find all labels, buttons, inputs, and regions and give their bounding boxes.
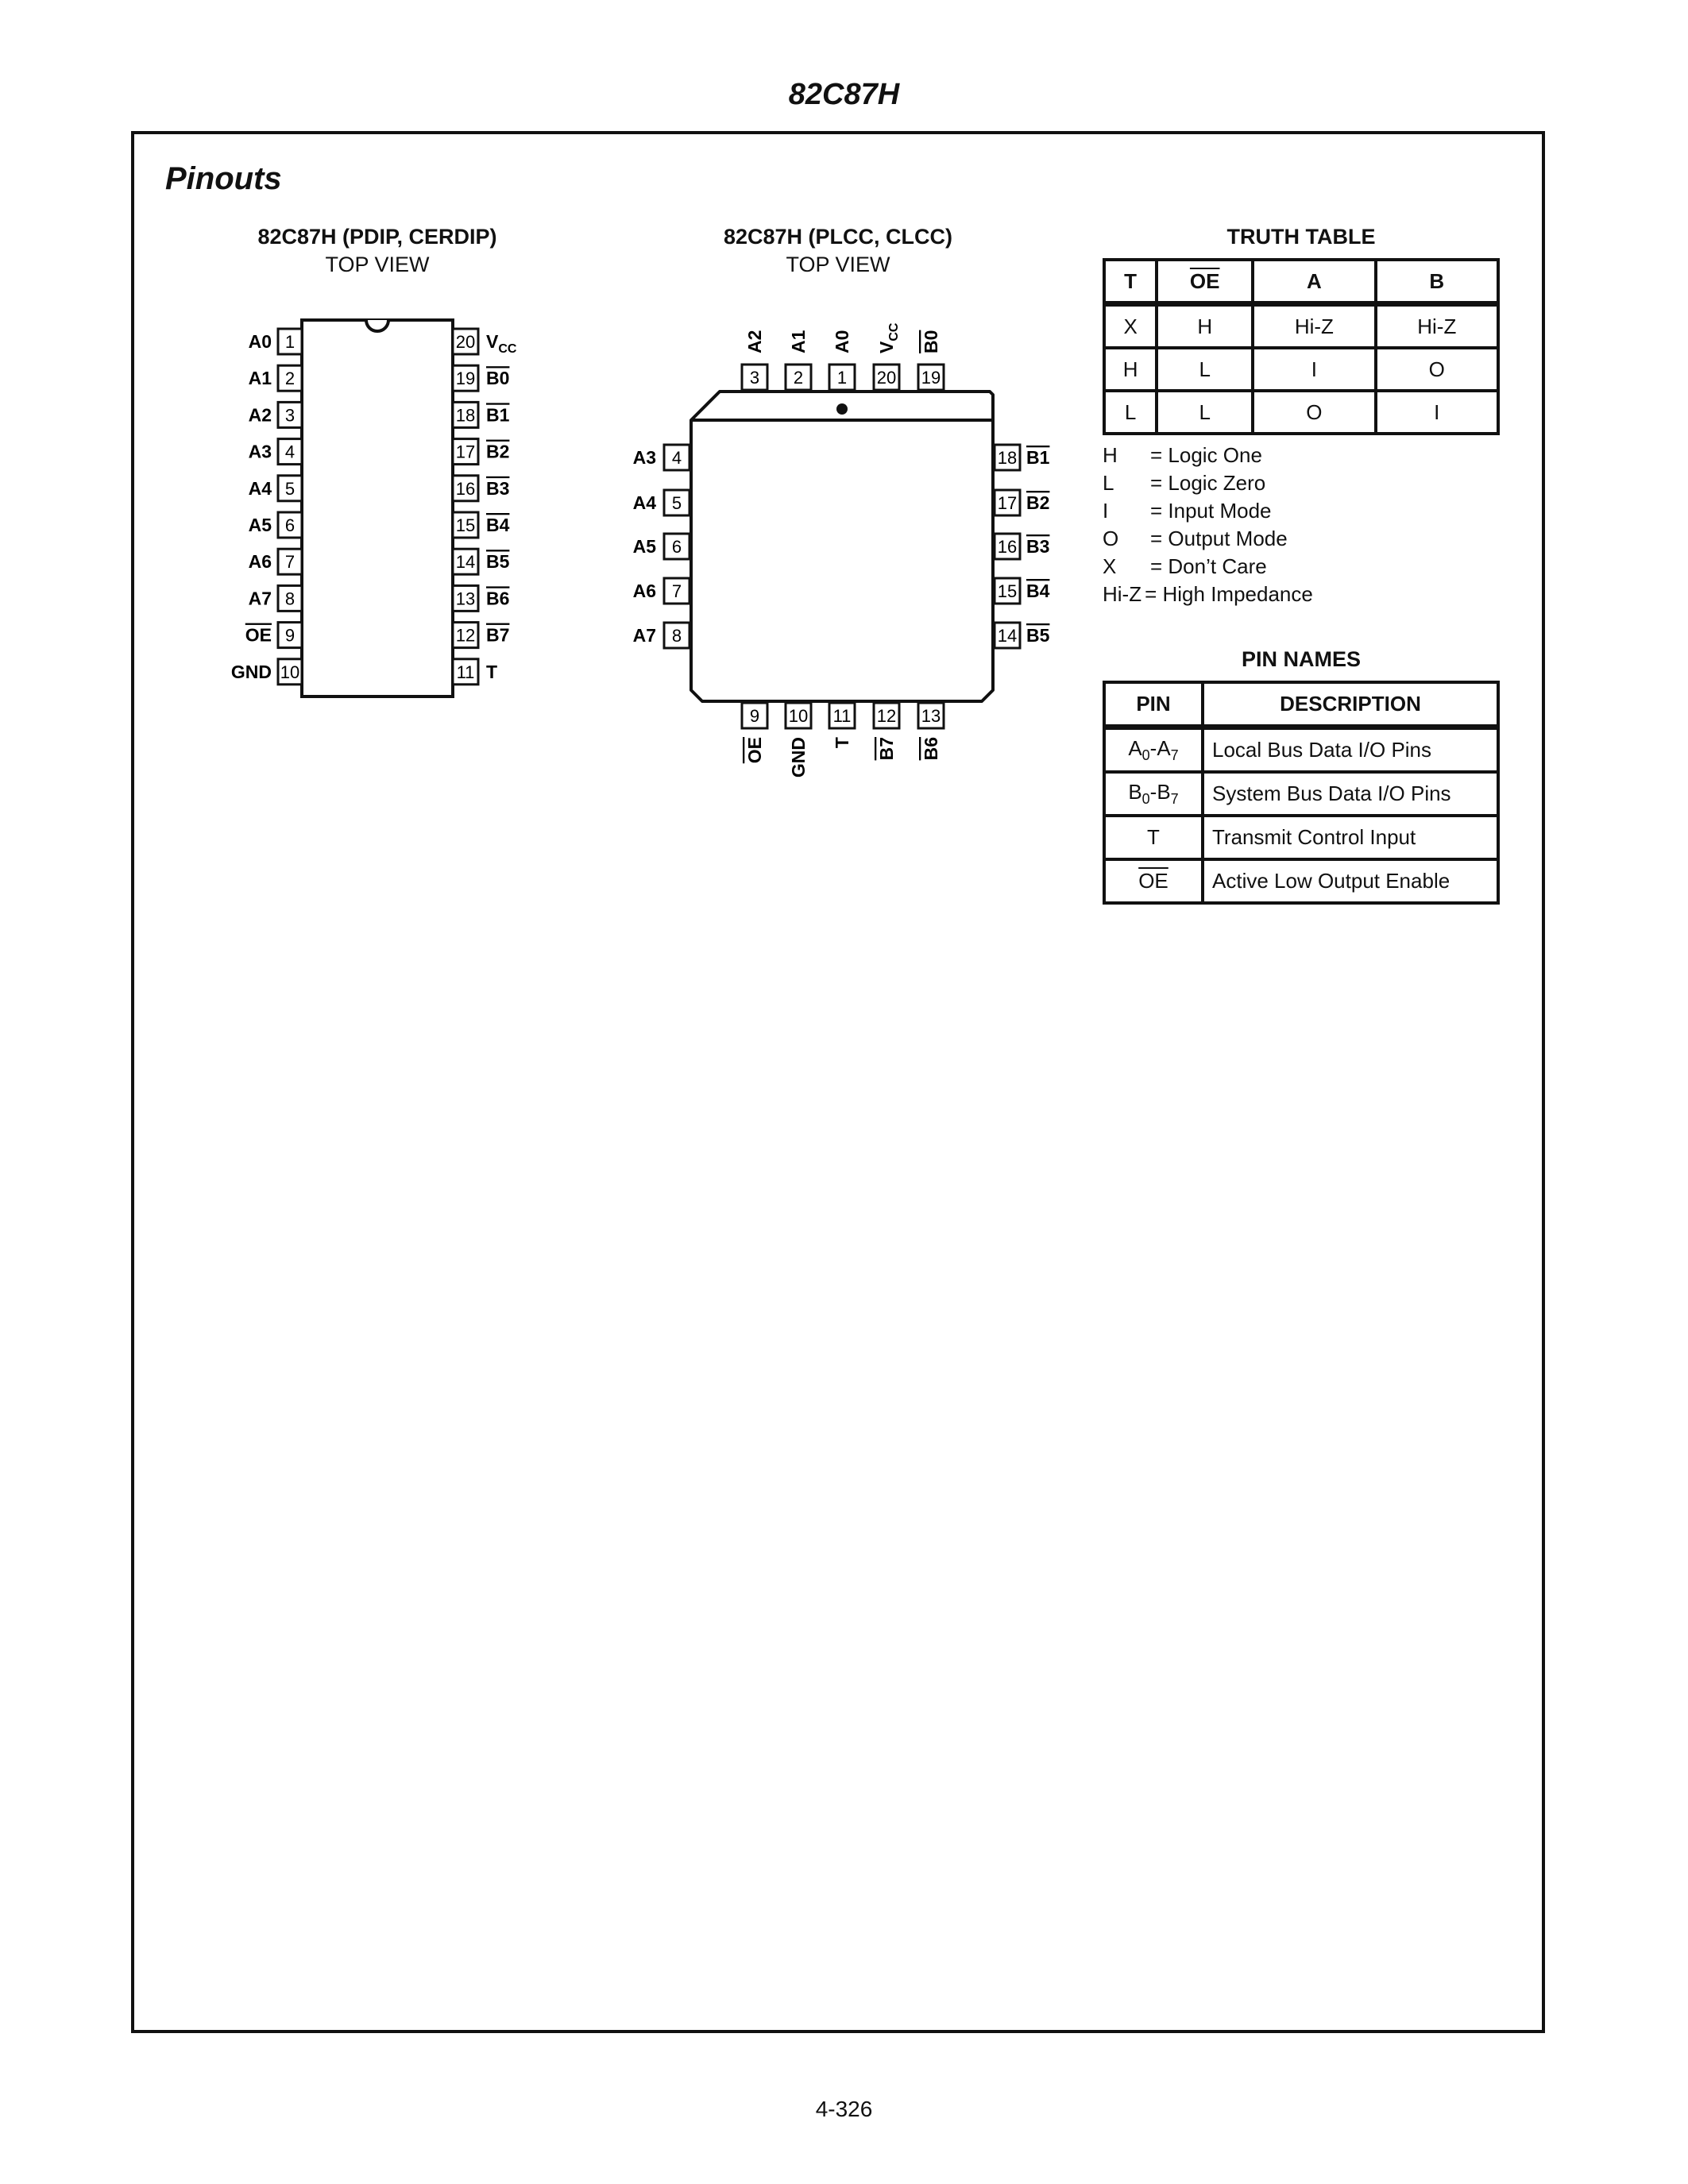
- table-row: [1104, 348, 1498, 391]
- description-header: DESCRIPTION: [1203, 682, 1498, 727]
- table-cell: L: [1104, 391, 1157, 434]
- dip-pin-number: 8: [284, 588, 295, 609]
- plcc-pin-label: B6: [921, 737, 941, 761]
- table-cell: I: [1376, 391, 1498, 434]
- plcc-pin-number: 1: [836, 368, 848, 388]
- plcc-pin-number: 12: [876, 706, 897, 726]
- page-number: 4-326: [815, 2097, 873, 2121]
- dip-pin-label: T: [486, 661, 498, 682]
- plcc-pin-number: 18: [997, 448, 1018, 468]
- dip-pin-number: 6: [284, 515, 295, 535]
- plcc-body: [691, 392, 993, 701]
- plcc-pin-number: 2: [793, 368, 804, 388]
- dip-pin-label: B5: [486, 551, 510, 573]
- plcc-pin-number: 16: [997, 537, 1018, 557]
- truth-header-a: A: [1253, 260, 1375, 304]
- table-cell: Hi-Z: [1253, 304, 1375, 349]
- pin-cell: T: [1104, 816, 1203, 859]
- pin1-indicator: [836, 403, 848, 415]
- legend-item: H = Logic One: [1103, 443, 1262, 467]
- table-cell: H: [1104, 348, 1157, 391]
- plcc-pin-label: A3: [632, 447, 656, 468]
- pin-header: PIN: [1104, 682, 1203, 727]
- plcc-pin-number: 19: [921, 368, 941, 388]
- dip-pin-label: A4: [248, 477, 272, 499]
- plcc-pin-label: OE: [744, 737, 765, 764]
- dip-pin-label: A2: [248, 404, 272, 426]
- plcc-subtitle: TOP VIEW: [786, 253, 890, 276]
- plcc-pin-number: 15: [997, 581, 1018, 601]
- plcc-pin-label: A7: [632, 625, 656, 646]
- legend-item: Hi-Z = High Impedance: [1103, 582, 1313, 606]
- plcc-pin-number: 10: [788, 706, 809, 726]
- plcc-pin-number: 3: [749, 368, 760, 388]
- truth-header-b: B: [1376, 260, 1498, 304]
- table-row: [1104, 391, 1498, 434]
- plcc-pin-label: T: [832, 737, 852, 749]
- dip-pin-number: 13: [455, 588, 476, 609]
- pin-cell: $\overline{OE}$: [1104, 859, 1203, 903]
- dip-pin-label: B0: [486, 368, 510, 389]
- dip-diagram: [207, 314, 556, 711]
- dip-pin-label: B4: [486, 515, 510, 535]
- legend-item: I = Input Mode: [1103, 499, 1272, 523]
- truth-header-oe: $\overline{OE}$: [1157, 260, 1253, 304]
- dip-body: [302, 320, 453, 696]
- dip-pin-number: 9: [284, 625, 295, 646]
- plcc-pin-label: B0: [921, 330, 941, 353]
- dip-pin-number: 5: [284, 478, 295, 499]
- dip-pin-label: A7: [248, 588, 272, 609]
- plcc-pin-label: A0: [832, 330, 852, 353]
- plcc-pin-label: B1: [1026, 447, 1050, 468]
- plcc-pin-number: 20: [876, 368, 897, 388]
- dip-pin-label: OE: [245, 624, 272, 646]
- description-cell: Local Bus Data I/O Pins: [1203, 727, 1498, 773]
- table-cell: H: [1157, 304, 1253, 349]
- dip-pin-label: A1: [248, 368, 272, 389]
- dip-pin-label: A3: [248, 441, 272, 462]
- dip-pin-label: B1: [486, 404, 510, 426]
- plcc-pin-label: A6: [632, 581, 656, 601]
- plcc-pin-number: 6: [671, 537, 682, 557]
- table-cell: O: [1253, 391, 1375, 434]
- plcc-pin-number: 7: [671, 581, 682, 601]
- pin-cell: $A_0-A_7$: [1104, 727, 1203, 773]
- table-row: [1104, 859, 1498, 903]
- plcc-pin-label: B2: [1026, 492, 1050, 513]
- table-cell: L: [1157, 348, 1253, 391]
- legend-item: L = Logic Zero: [1103, 471, 1266, 495]
- plcc-pin-label: A1: [788, 330, 809, 353]
- plcc-pin-label: GND: [788, 737, 809, 778]
- legend-item: X = Don’t Care: [1103, 554, 1267, 578]
- plcc-pin-number: 14: [997, 626, 1018, 646]
- legend-item: O = Output Mode: [1103, 527, 1288, 550]
- plcc-pin-number: 8: [671, 626, 682, 646]
- dip-pin-number: 14: [455, 552, 476, 573]
- dip-pin-number: 17: [455, 442, 476, 462]
- dip-pin-label: B2: [486, 441, 510, 462]
- dip-pin-number: 18: [455, 405, 476, 426]
- table-row: [1104, 727, 1498, 773]
- dip-pin-label: A0: [248, 331, 272, 352]
- plcc-pin-number: 9: [749, 706, 760, 726]
- truth-table-legend: [1103, 442, 1313, 608]
- document-title: 82C87H: [788, 78, 900, 111]
- pin-names-title: PIN NAMES: [1241, 647, 1362, 671]
- dip-title: 82C87H (PDIP, CERDIP): [257, 225, 497, 249]
- description-cell: Active Low Output Enable: [1203, 859, 1498, 903]
- plcc-pin-number: 4: [671, 448, 682, 468]
- plcc-pin-label: $V_{CC}$: [876, 322, 901, 353]
- dip-pin-number: 16: [455, 478, 476, 499]
- dip-pin-number: 7: [284, 552, 295, 573]
- dip-pin-number: 20: [455, 332, 476, 352]
- dip-pin-number: 15: [455, 515, 476, 535]
- dip-pin-number: 12: [455, 625, 476, 646]
- plcc-diagram: [620, 306, 1064, 798]
- section-title: Pinouts: [165, 161, 282, 196]
- table-cell: L: [1157, 391, 1253, 434]
- truth-table-title: TRUTH TABLE: [1226, 225, 1376, 249]
- description-cell: System Bus Data I/O Pins: [1203, 772, 1498, 816]
- description-cell: Transmit Control Input: [1203, 816, 1498, 859]
- dip-pin-label: GND: [230, 661, 272, 682]
- plcc-pin-label: A2: [744, 330, 765, 353]
- pin-names-table: [1103, 681, 1500, 905]
- plcc-pin-label: B5: [1026, 625, 1050, 646]
- dip-pin-number: 1: [284, 332, 295, 352]
- plcc-pin-number: 13: [921, 706, 941, 726]
- truth-header-t: T: [1104, 260, 1157, 304]
- table-row: [1104, 304, 1498, 349]
- plcc-title: 82C87H (PLCC, CLCC): [723, 225, 953, 249]
- dip-pin-number: 2: [284, 369, 295, 389]
- dip-notch: [366, 320, 388, 331]
- table-cell: X: [1104, 304, 1157, 349]
- plcc-pin-label: A5: [632, 536, 656, 557]
- plcc-pin-number: 17: [997, 493, 1018, 513]
- dip-pin-label: A5: [248, 515, 272, 535]
- dip-pin-number: 4: [284, 442, 295, 462]
- dip-pin-label: B6: [486, 588, 510, 609]
- plcc-pin-label: A4: [632, 492, 656, 513]
- table-cell: I: [1253, 348, 1375, 391]
- table-cell: O: [1376, 348, 1498, 391]
- plcc-pin-label: B7: [876, 737, 897, 761]
- table-cell: Hi-Z: [1376, 304, 1498, 349]
- truth-table: [1103, 258, 1500, 435]
- dip-pin-label: B7: [486, 624, 510, 646]
- dip-pin-number: 11: [456, 662, 475, 682]
- plcc-pin-label: B3: [1026, 536, 1050, 557]
- dip-subtitle: TOP VIEW: [325, 253, 430, 276]
- table-row: [1104, 816, 1498, 859]
- dip-pin-label: $V_{CC}$: [486, 331, 517, 356]
- plcc-pin-number: 5: [671, 493, 682, 513]
- pin-cell: $B_0-B_7$: [1104, 772, 1203, 816]
- plcc-pin-label: B4: [1026, 581, 1050, 601]
- table-row: [1104, 772, 1498, 816]
- dip-pin-label: B3: [486, 477, 510, 499]
- dip-pin-label: A6: [248, 551, 272, 573]
- dip-pin-number: 10: [280, 662, 300, 682]
- plcc-pin-number: 11: [832, 706, 852, 726]
- dip-pin-number: 3: [284, 405, 295, 426]
- dip-pin-number: 19: [455, 369, 476, 389]
